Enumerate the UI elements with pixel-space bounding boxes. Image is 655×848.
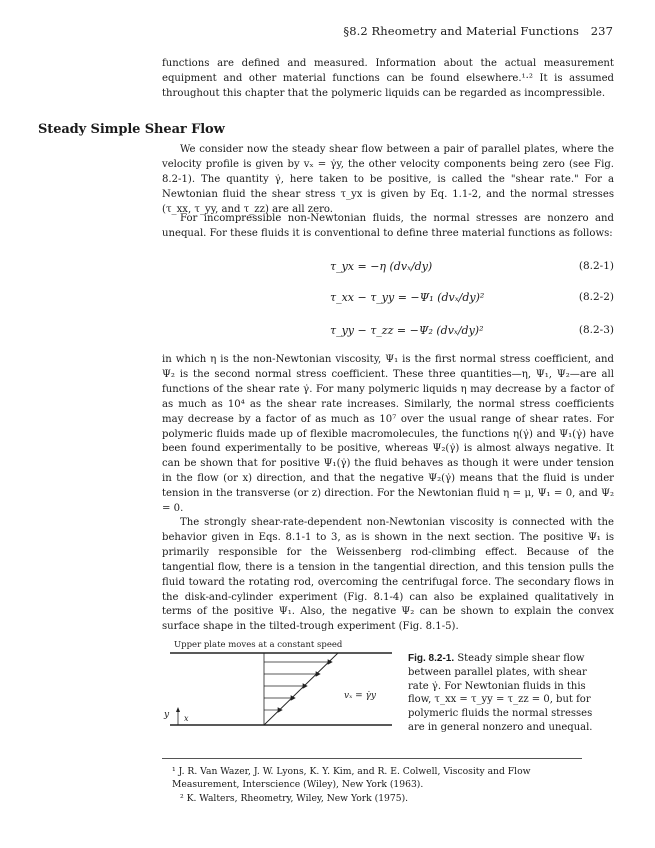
velocity-arrows xyxy=(264,660,332,712)
footnote-1: ¹ J. R. Van Wazer, J. W. Lyons, K. Y. Kim, and R. E. Colwell, Viscosity and Flow Measurement, Interscience (Wiley), New York (1963). xyxy=(172,766,531,790)
x-axis-label: x xyxy=(184,714,189,723)
page-number: 237 xyxy=(590,24,613,38)
plate-label: Upper plate moves at a constant speed xyxy=(174,640,343,650)
section-title: Steady Simple Shear Flow xyxy=(38,122,225,137)
equation-body: τ_xx − τ_yy = −Ψ₁ (dvₓ/dy)² xyxy=(330,291,485,304)
figure-caption-label: Fig. 8.2-1. xyxy=(408,653,455,664)
intro-paragraph: functions are defined and measured. Information about the actual measurement equipment and other material functions can be found elsewhere.¹·² It is assumed throughout this chapter that the polymeric liquids can be regarded as incompressible. xyxy=(162,58,614,99)
equation-8-2-1 xyxy=(300,256,614,282)
figure-caption xyxy=(408,652,608,735)
shear-flow-figure xyxy=(160,634,404,742)
running-header xyxy=(343,24,613,38)
equation-body: τ_yx = −η (dvₓ/dy) xyxy=(330,260,433,273)
paragraph-3: in which η is the non-Newtonian viscosity, Ψ₁ is the first normal stress coefficient, and Ψ₂ is the second normal stress coefficient. These three quantities—η, Ψ₁, Ψ₂—are all functions of the shear rate γ̇. For many polymeric liquids η may decrease by a factor of as much as 10⁴ as the shear rate increases. Similarly, the normal stress coefficients may decrease by a factor of as much as 10⁷ over the usual range of shear rates. For polymeric fluids made up of flexible macromolecules, the functions η(γ̇) and Ψ₁(γ̇) have been found experimentally to be positive, whereas Ψ₂(γ̇) is almost always negative. It can be shown that for positive Ψ₁(γ̇) the fluid behaves as though it were under tension in the flow (or x) direction, and that the negative Ψ₂(γ̇) means that the fluid is under tension in the transverse (or z) direction. For the Newtonian fluid η = μ, Ψ₁ = 0, and Ψ₂ = 0. xyxy=(162,354,614,515)
paragraph-1: We consider now the steady shear flow between a pair of parallel plates, where the velocity profile is given by vₓ = γ̇y, the other velocity components being zero (see Fig. 8.2-1). The quantity γ̇, here taken to be positive, is called the "shear rate." For a Newtonian fluid the shear stress τ_yx is given by Eq. 1.1-2, and the normal stresses (τ_xx, τ_yy, and τ_zz) are all zero. xyxy=(162,144,614,215)
equation-number: (8.2-1) xyxy=(578,260,614,272)
equation-number: (8.2-3) xyxy=(578,324,614,336)
paragraph-4: The strongly shear-rate-dependent non-Newtonian viscosity is connected with the behavior given in Eqs. 8.1-1 to 3, as is shown in the next section. The positive Ψ₁ is primarily responsible for the Weissenberg rod-climbing effect. Because of the tangential flow, there is a tension in the tangential direction, and this tension pulls the fluid toward the rotating rod, overcoming the centrifugal force. The secondary flows in the disk-and-cylinder experiment (Fig. 8.1-4) can also be explained qualitatively in terms of the positive Ψ₁. Also, the negative Ψ₂ can be shown to explain the convex surface shape in the tilted-trough experiment (Fig. 8.1-5). xyxy=(162,517,614,633)
y-axis-label: y xyxy=(164,710,170,720)
velocity-profile-line xyxy=(264,653,338,725)
footnote-2: ² K. Walters, Rheometry, Wiley, New York (1975). xyxy=(180,793,409,804)
footnote-rule xyxy=(162,758,582,759)
velocity-profile-label: vₓ = γ̇y xyxy=(344,691,377,701)
figure-caption-text: Steady simple shear flow between parallel plates, with shear rate γ̇. For Newtonian fluids in this flow, τ_xx = τ_yy = τ_zz = 0, but for polymeric fluids the normal stresses are in general nonzero and unequal. xyxy=(408,653,593,733)
equation-8-2-3 xyxy=(300,320,614,346)
equation-number: (8.2-2) xyxy=(578,291,614,303)
header-section: §8.2 Rheometry and Material Functions xyxy=(343,24,579,38)
paragraph-2: For incompressible non-Newtonian fluids, the normal stresses are nonzero and unequal. For these fluids it is conventional to define three material functions as follows: xyxy=(162,213,614,239)
equation-8-2-2 xyxy=(300,287,614,313)
y-axis-arrowhead xyxy=(176,707,180,712)
equation-body: τ_yy − τ_zz = −Ψ₂ (dvₓ/dy)² xyxy=(330,324,484,337)
